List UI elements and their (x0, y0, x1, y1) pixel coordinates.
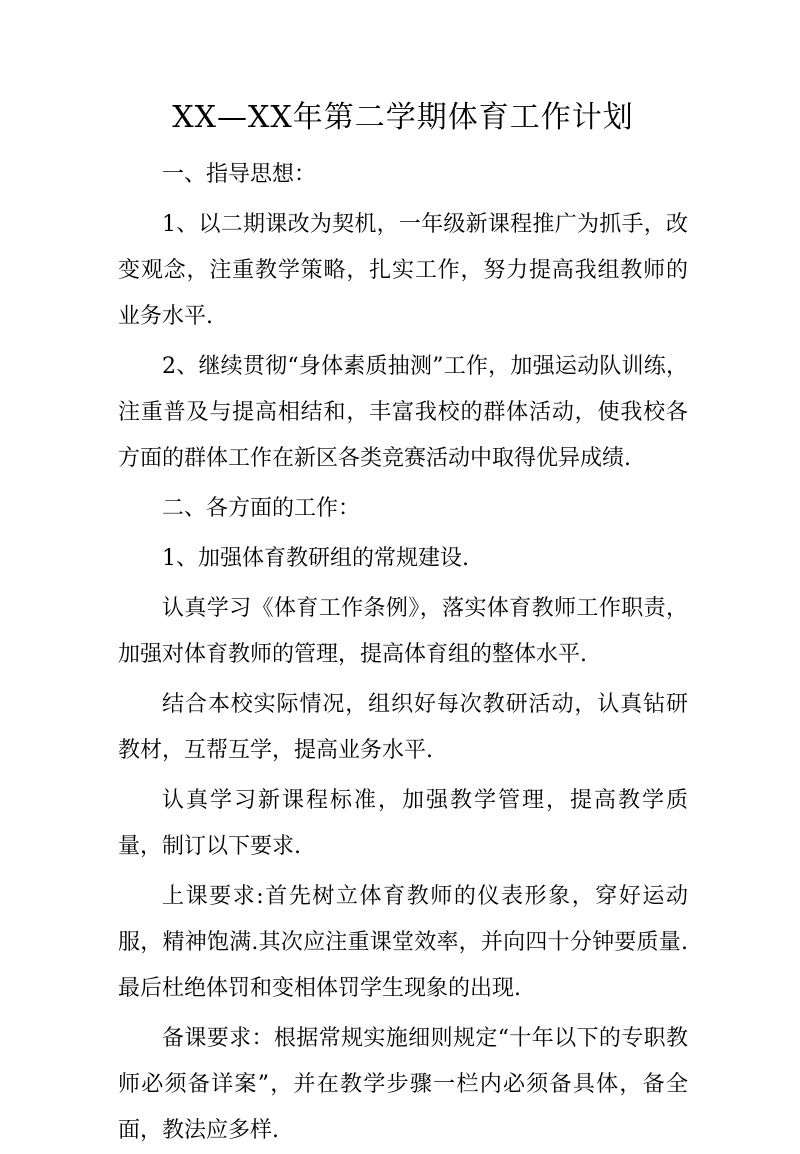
section-heading-guiding-thought: 一、指导思想： (162, 162, 317, 187)
document-title: XX—XX年第二学期体育工作计划 (172, 100, 634, 135)
paragraph-study-regulations: 认真学习《体育工作条例》，落实体育教师工作职责，加强对体育教师的管理，提高体育组的整体水平. (118, 596, 688, 667)
section-heading-work: 二、各方面的工作： (162, 496, 361, 521)
paragraph-curriculum-standard: 认真学习新课程标准，加强教学管理，提高教学质量，制订以下要求. (118, 788, 688, 859)
paragraph-class-requirements: 上课要求:首先树立体育教师的仪表形象，穿好运动服，精神饱满.其次应注重课堂效率，并向四十分钟要质量.最后杜绝体罚和变相体罚学生现象的出现. (118, 884, 688, 1001)
paragraph-item-2: 2、继续贯彻“身体素质抽测”工作，加强运动队训练，注重普及与提高相结和，丰富我校的群体活动，使我校各方面的群体工作在新区各类竞赛活动中取得优异成绩. (118, 354, 688, 471)
paragraph-lesson-prep-requirements: 备课要求：根据常规实施细则规定“十年以下的专职教师必须备详案”，并在教学步骤一栏内必须备具体，备全面，教法应多样. (118, 1026, 688, 1143)
paragraph-item-1: 1、以二期课改为契机，一年级新课程推广为抓手，改变观念，注重教学策略，扎实工作，努力提高我组教师的业务水平. (118, 212, 688, 329)
paragraph-subheading-1: 1、加强体育教研组的常规建设. (162, 546, 469, 571)
paragraph-teaching-research: 结合本校实际情况，组织好每次教研活动，认真钻研教材，互帮互学，提高业务水平. (118, 692, 688, 763)
